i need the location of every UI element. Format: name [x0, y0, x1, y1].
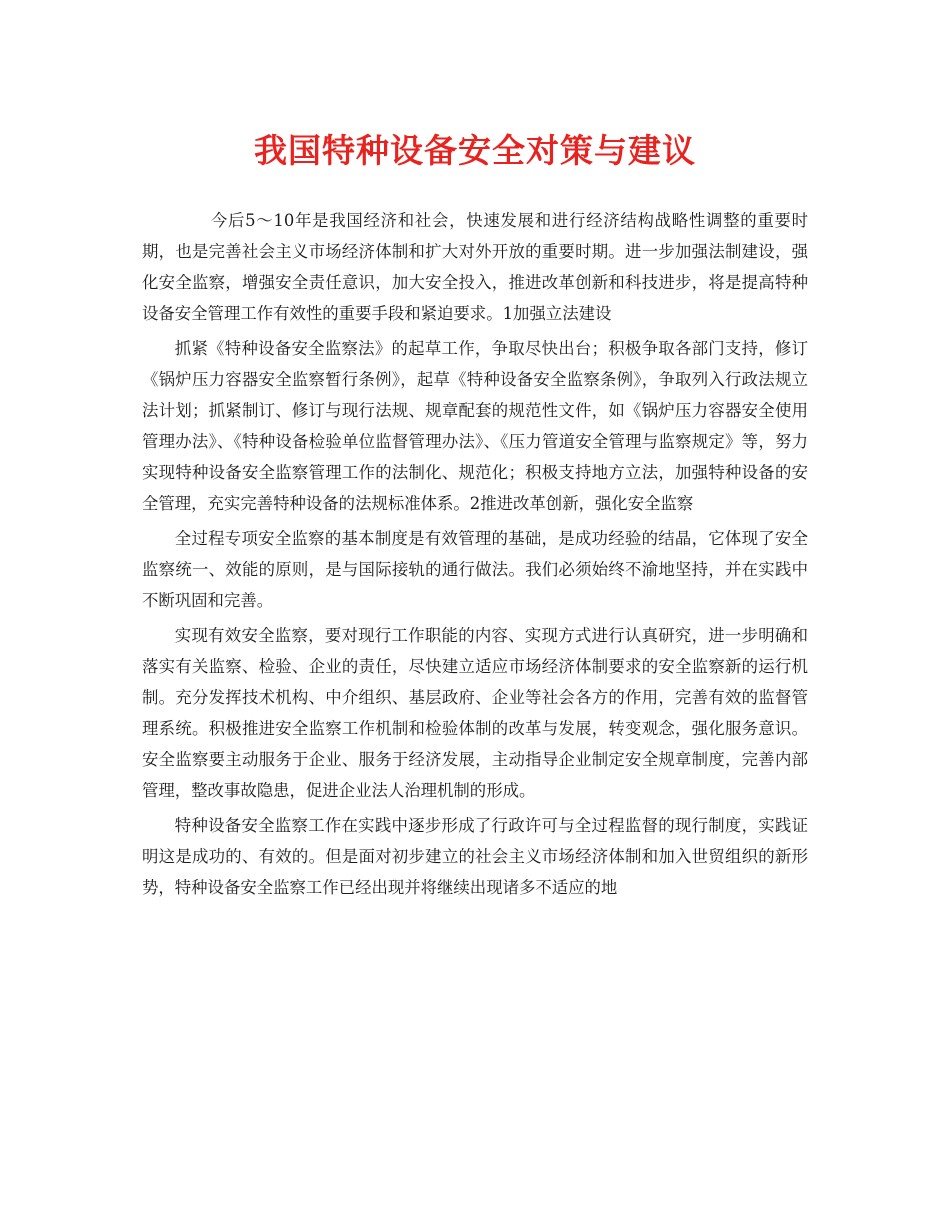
paragraph-5: 特种设备安全监察工作在实践中逐步形成了行政许可与全过程监督的现行制度，实践证明这是成功的、有效的。但是面对初步建立的社会主义市场经济体制和加入世贸组织的新形势，特种设备安全监察工作已经出现并将继续出现诸多不适应的地 — [142, 816, 808, 897]
paragraph-3: 全过程专项安全监察的基本制度是有效管理的基础，是成功经验的结晶，它体现了安全监察统一、效能的原则，是与国际接轨的通行做法。我们必须始终不渝地坚持，并在实践中不断巩固和完善。 — [142, 529, 808, 610]
document-title: 我国特种设备安全对策与建议 — [254, 131, 696, 170]
paragraph-2: 抓紧《特种设备安全监察法》的起草工作，争取尽快出台；积极争取各部门支持，修订《锅炉压力容器安全监察暂行条例》，起草《特种设备安全监察条例》，争取列入行政法规立法计划；抓紧制订、修订与现行法规、规章配套的规范性文件，如《锅炉压力容器安全使用管理办法》、《特种设备检验单位监督管理办法》、《压力管道安全管理与监察规定》等，努力实现特种设备安全监察管理工作的法制化、规范化；积极支持地方立法，加强特种设备的安全管理，充实完善特种设备的法规标准体系。2推进改革创新，强化安全监察 — [142, 339, 808, 513]
paragraph-1: 今后5～10年是我国经济和社会，快速发展和进行经济结构战略性调整的重要时期，也是完善社会主义市场经济体制和扩大对外开放的重要时期。进一步加强法制建设，强化安全监察，增强安全责任意识，加大安全投入，推进改革创新和科技进步，将是提高特种设备安全管理工作有效性的重要手段和紧迫要求。1加强立法建设 — [142, 211, 808, 323]
document-body — [142, 205, 808, 907]
paragraph-4: 实现有效安全监察，要对现行工作职能的内容、实现方式进行认真研究，进一步明确和落实有关监察、检验、企业的责任，尽快建立适应市场经济体制要求的安全监察新的运行机制。充分发挥技术机构、中介组织、基层政府、企业等社会各方的作用，完善有效的监督管理系统。积极推进安全监察工作机制和检验体制的改革与发展，转变观念，强化服务意识。安全监察要主动服务于企业、服务于经济发展，主动指导企业制定安全规章制度，完善内部管理，整改事故隐患，促进企业法人治理机制的形成。 — [142, 626, 808, 800]
